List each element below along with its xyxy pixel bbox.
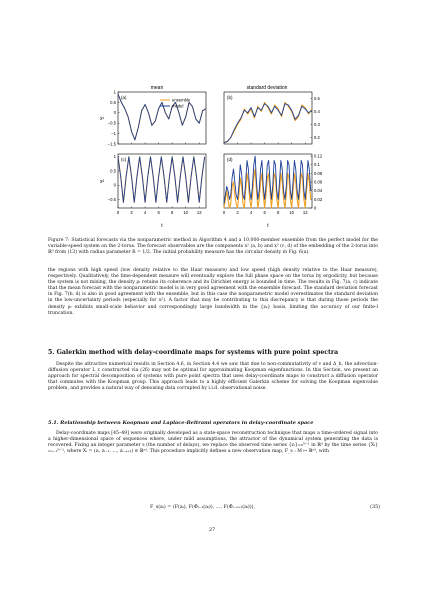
ytick-label: 1 bbox=[113, 89, 116, 95]
ylabel-x1: x¹ bbox=[100, 116, 105, 122]
ytick-label: −0.5 bbox=[107, 196, 116, 202]
ytick-label: 0 bbox=[113, 182, 116, 188]
xtick-label: 6 bbox=[263, 210, 266, 215]
ytick-label: 0.3 bbox=[314, 121, 320, 127]
series-line-ensemble bbox=[118, 157, 205, 202]
figure-caption: Figure 7: Statistical forecasts via the nonparametric method in Algorithm 4 and a 10,000-member ensemble from the perfect model for the variable-speed system on the 2-torus. The forecast observables are the components x¹ (a, b) and x² (c, d) of the embedding of the 2-torus into ℝ³ from (13) with radius parameter R = 1/2. The initial probability measure has the circular density in Fig. 6(a). bbox=[48, 238, 378, 256]
ytick-label: 0.08 bbox=[314, 170, 323, 176]
panel-label-c: (c) bbox=[121, 157, 127, 162]
xtick-label: 2 bbox=[130, 210, 133, 215]
ytick-label: 0 bbox=[113, 110, 116, 116]
paragraph-2: Despite the attractive numerical results in Section 4.6, in Section 4.4 we saw that due to non-commutativity of v and Δ_h, the advection-diffusion operator L_ε constructed via (26) may not be optimal for approximating Koopman eigenfunctions. In this Section, we present an approach for spectral decomposition of systems with pure point spectra that uses delay-coordinate maps to construct a diffusion operator that commutes with the Koopman group. This approach leads to a highly efficient Galerkin scheme for solving the Koopman eigenvalue problem, and provides a natural way of denoising data corrupted by i.i.d. observational noise. bbox=[48, 362, 378, 392]
xtick-label: 10 bbox=[289, 210, 295, 215]
series-line-ensemble bbox=[118, 94, 206, 140]
ytick-label: 0.4 bbox=[314, 108, 320, 114]
ytick-label: 0.5 bbox=[110, 168, 116, 174]
ytick-label: −1.5 bbox=[107, 141, 116, 147]
panel-label-a: (a) bbox=[121, 95, 127, 100]
xtick-label: 8 bbox=[170, 210, 174, 215]
series-group bbox=[118, 94, 312, 208]
ytick-label: 0.5 bbox=[110, 99, 116, 105]
xtick-label: 4 bbox=[249, 210, 253, 215]
ytick-label: 0.12 bbox=[314, 153, 323, 159]
ytick-label: −1 bbox=[111, 131, 116, 136]
series-line-model bbox=[118, 157, 205, 202]
xtick-label: 12 bbox=[302, 210, 308, 215]
xtick-label: 2 bbox=[236, 210, 239, 215]
series-line-model bbox=[224, 104, 312, 143]
paragraph-3: Delay-coordinate maps [45–49] were originally developed as a state-space reconstruction technique that maps a time-ordered signal into a higher-dimensional space of sequences where, under mild assumptions, the attractor of the dynamical system generating the data is recovered. Fixing an integer parameter s (the number of delays), we replace the observed time series {zᵢ}ᵢ₌₀ᴺ⁻¹ in ℝᵈ by the time series {Xᵢ}ᵢ₌ₛ₋₁ᴺ⁻¹, where Xᵢ = (zᵢ, zᵢ₋₁, …, zᵢ₋ₛ₊₁) ∈ ℝˢᵈ. This procedure implicitly defines a new observation map, F_s : M ↦ ℝˢᵈ, with bbox=[48, 431, 378, 455]
ylabel-x2: x² bbox=[100, 179, 105, 185]
ytick-label: 0.1 bbox=[314, 162, 320, 168]
xtick-label: 6 bbox=[157, 210, 160, 215]
series-line-model bbox=[118, 94, 206, 140]
col-title-mean: mean bbox=[150, 85, 164, 91]
ytick-label: 0 bbox=[314, 205, 317, 211]
col-title-std: standard deviation bbox=[246, 85, 288, 91]
series-line-ensemble bbox=[224, 102, 312, 142]
xlabel-right: t bbox=[267, 223, 269, 229]
xtick-label: 12 bbox=[196, 210, 202, 215]
axes-b bbox=[224, 92, 312, 144]
equation-35: F_s(aᵢ) = (F(aᵢ), F(Φ̂ᵢ₋₁(aᵢ)), …, F(Φ̂ᵢ₋ₛ₊₁(aᵢ))), bbox=[150, 505, 256, 510]
panel-label-b: (b) bbox=[227, 95, 233, 100]
panel-label-d: (d) bbox=[227, 157, 233, 162]
ytick-label: 0.04 bbox=[314, 188, 323, 194]
legend bbox=[160, 98, 191, 109]
legend-ensemble-label: ensemble bbox=[172, 97, 191, 103]
equation-number: (35) bbox=[370, 505, 380, 510]
xtick-label: 4 bbox=[143, 210, 147, 215]
legend-model-label: model bbox=[172, 103, 184, 109]
page-number: 27 bbox=[208, 527, 216, 533]
ytick-label: 0.02 bbox=[314, 196, 323, 202]
xtick-label: 10 bbox=[183, 210, 189, 215]
subsection-title: 5.1. Relationship between Koopman and Laplace-Beltrami operators in delay-coordinate space bbox=[48, 420, 314, 426]
ytick-label: 1 bbox=[113, 154, 116, 160]
ytick-label: 0.2 bbox=[314, 134, 320, 140]
ytick-label: −0.5 bbox=[107, 120, 116, 126]
paragraph-1: the regions with high speed (low density relative to the Haar measure) and low speed (high density relative to the Haar measure), respectively. Qualitatively, the time-dependent measure will eventually explore the full phase space on the torus by ergodicity, but because the system is not mixing, the density ρₜ retains its coherence and its Dirichlet energy is bounded in time. The results in Fig. 7(a, c) indicate that the mean forecast with the nonparametric model is in very good agreement with the ensemble forecast. The standard deviation forecast in Fig. 7(b, d) is also in good agreement with the ensemble, but in this case the nonparametric model overestimates the standard deviation in the low-uncertainty periods (especially for x²). A factor that may be contributing to this discrepancy is that during those periods the density ρₜ exhibits small-scale behavior and correspondingly large bandwidth in the {zₖ} basis, limiting the accuracy of our finite-l truncation. bbox=[48, 268, 378, 316]
section-title: 5. Galerkin method with delay-coordinate maps for systems with pure point spectra bbox=[48, 349, 339, 356]
ytick-label: 0.06 bbox=[314, 179, 323, 185]
figure-7 bbox=[0, 0, 424, 236]
xtick-label: 8 bbox=[276, 210, 280, 215]
xlabel-left: t bbox=[161, 223, 163, 229]
series-line-ensemble bbox=[224, 169, 311, 208]
ytick-label: 0.5 bbox=[314, 95, 320, 101]
xtick-label: 0 bbox=[222, 210, 226, 215]
xtick-label: 0 bbox=[116, 210, 120, 215]
